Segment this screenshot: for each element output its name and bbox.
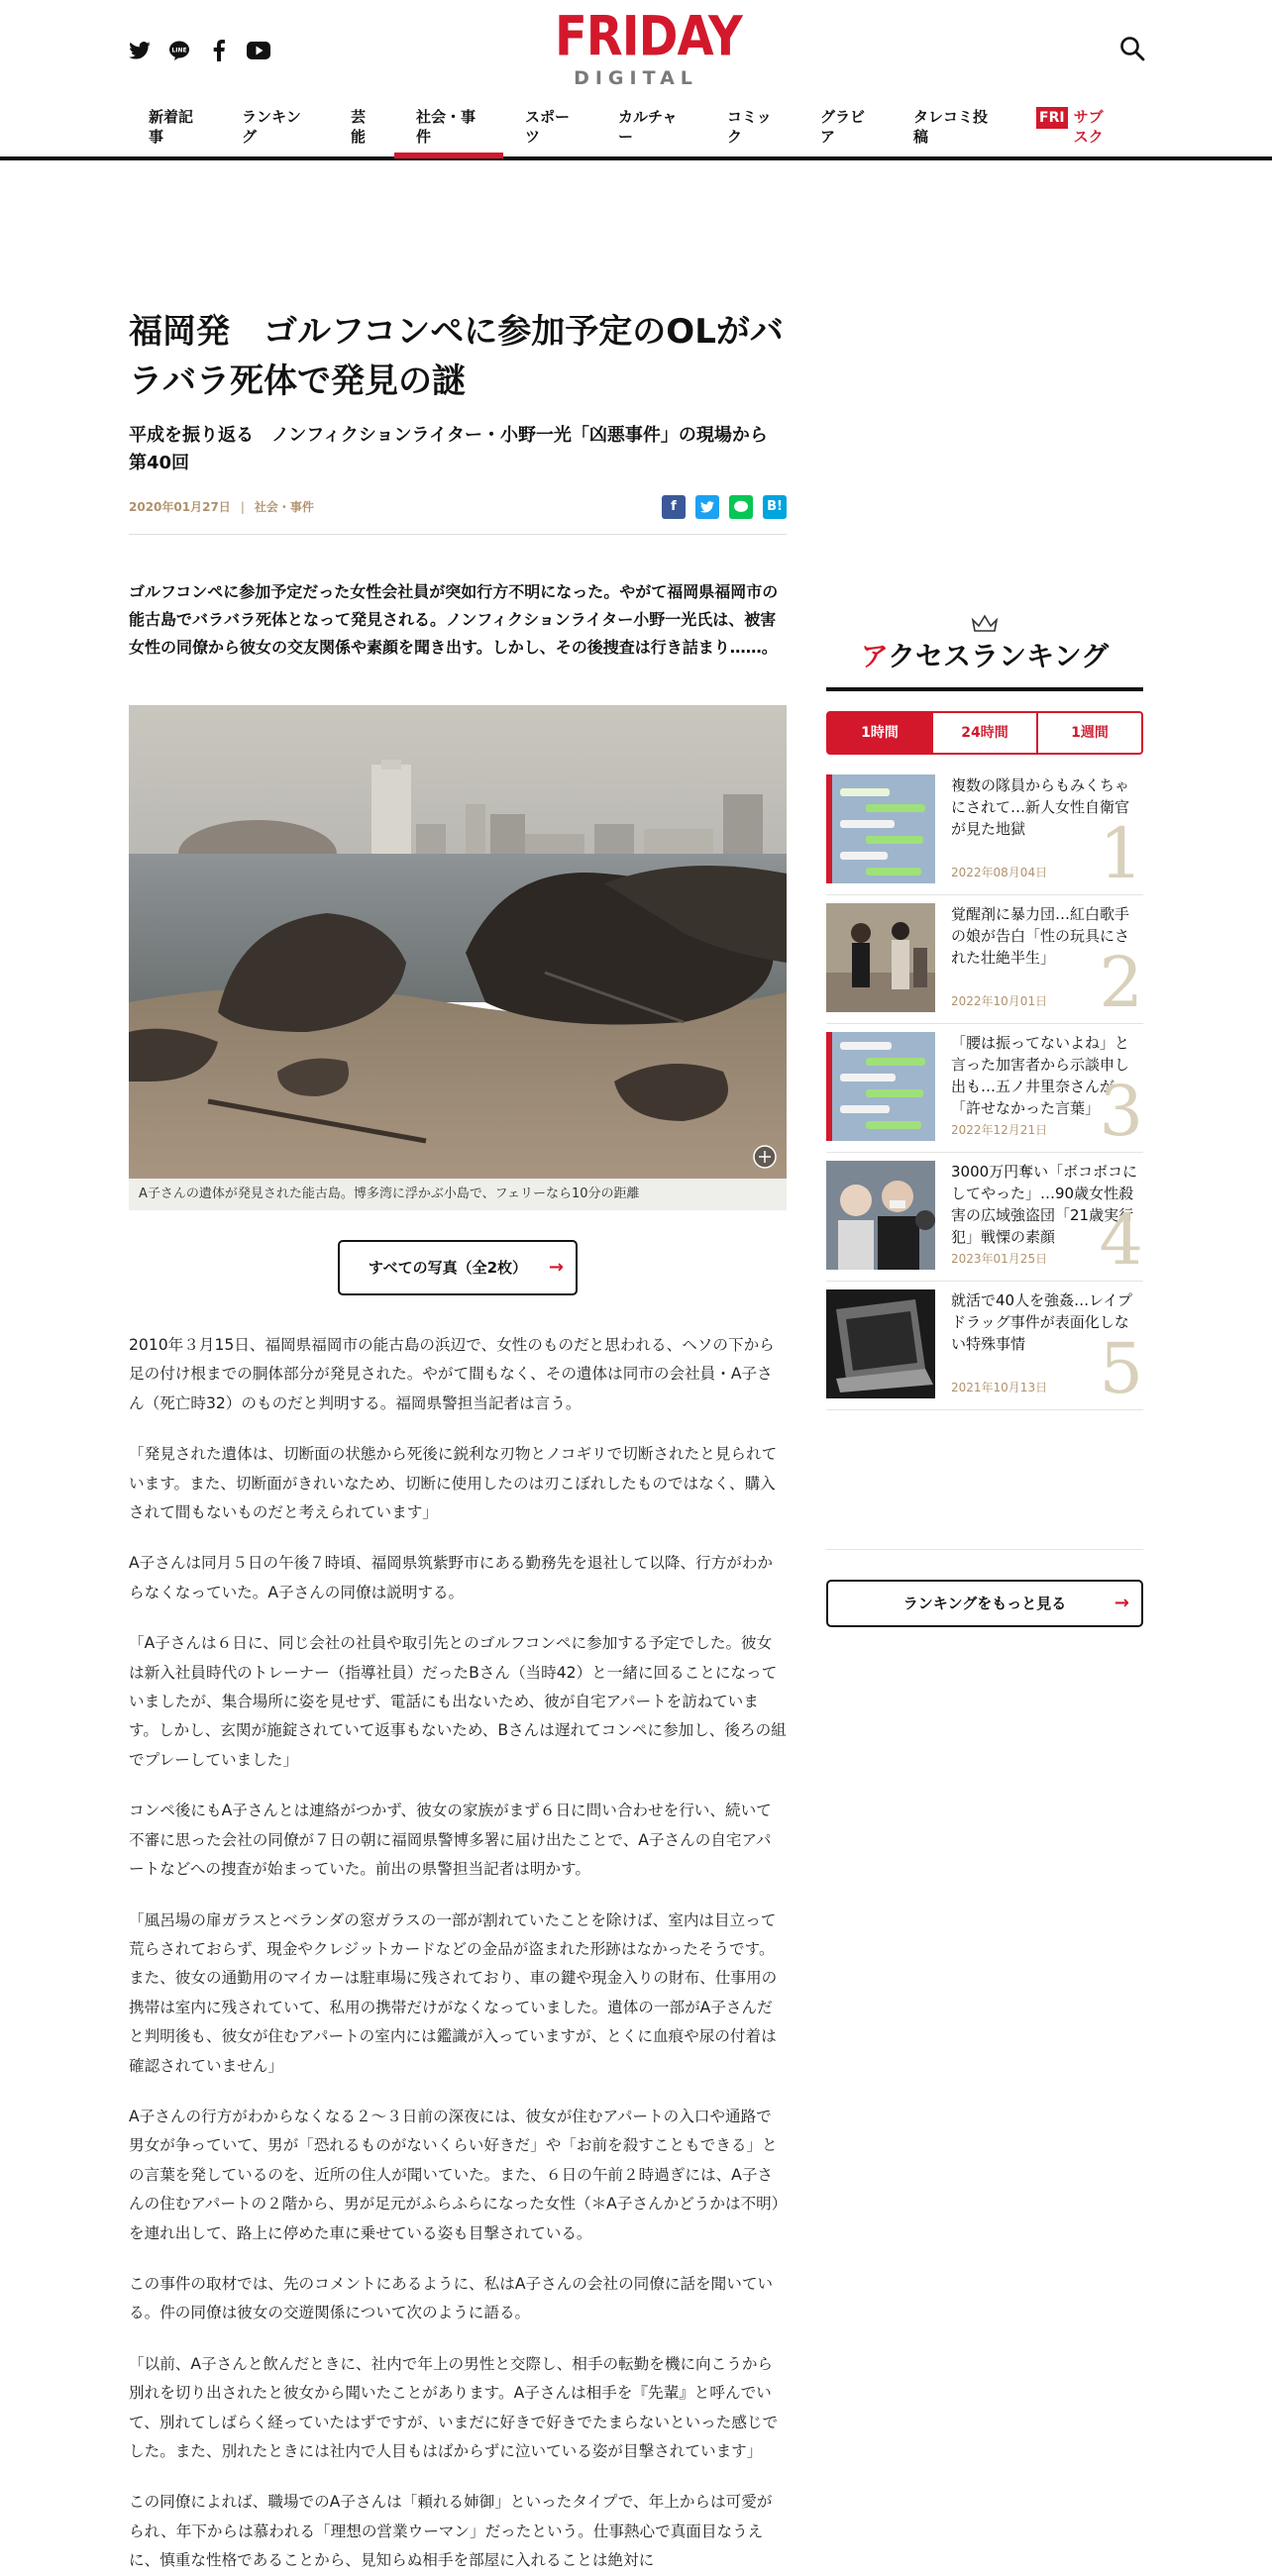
body-paragraph: 「A子さんは６日に、同じ会社の社員や取引先とのゴルフコンペに参加する予定でした。彼女は新入社員時代のトレーナー（指導社員）だったBさん（当時42）と一緒に回ることになっていましたが、集合場所に姿を見せず、電話にも出ないため、彼が自宅アパートを訪ねています。しかし、玄関が施錠されていて返事もないため、Bさんは遅れてコンペに参加し、後ろの組でプレーしていました」 — [129, 1634, 787, 1769]
line-icon[interactable] — [166, 38, 192, 63]
more-ranking-button[interactable] — [826, 1580, 1143, 1627]
ranking-headline[interactable]: 複数の隊員からもみくちゃにされて…新人女性自衛官が見た地獄 — [951, 776, 1130, 838]
nav-item-comic[interactable]: コミック — [727, 108, 772, 146]
body-paragraph: この事件の取材では、先のコメントにあるように、私はA子さんの会社の同僚に話を聞いている。件の同僚は彼女の交遊関係について次のように語る。 — [129, 2274, 774, 2322]
article — [129, 307, 787, 2576]
meta-separator: | — [240, 499, 245, 514]
ranking-headline[interactable]: 3000万円奪い「ボコボコにしてやった」…90歳女性殺害の広域強盗団「21歳実行犯」戦慄の素顔 — [951, 1163, 1138, 1246]
logo-digital: DIGITAL — [574, 67, 698, 89]
logo-friday: FRIDAY — [555, 4, 742, 69]
share-line-icon[interactable] — [729, 495, 753, 519]
subscribe-label: サブスク — [1073, 108, 1104, 146]
body-paragraph: 「風呂場の扉ガラスとベランダの窓ガラスの一部が割れていたことを除けば、室内は目立って荒らされておらず、現金やクレジットカードなどの金品が盗まれた形跡はなかったそうです。また、彼女の通勤用のマイカーは駐車場に残されており、車の鍵や現金入りの財布、仕事用の携帯は室内に残されていて、私用の携帯だけがなくなっていました。遺体の一部がA子さんだと判明後も、彼女が住むアパートの室内には鑑識が入っていますが、とくに血痕や尿の付着は確認されていません」 — [129, 1910, 778, 2075]
ranking-date: 2022年10月01日 — [951, 994, 1048, 1008]
body-paragraph: 「以前、A子さんと飲んだときに、社内で年上の男性と交際し、相手の転勤を機に向こうから別れを切り出されたと彼女から聞いたことがあります。A子さんは相手を『先輩』と呼んでいて、別れてしばらく経っていたはずですが、いまだに好きで好きでたまらないといった感じでした。また、別れたときには社内で人目もはばからずに泣いている姿が目撃されています」 — [129, 2354, 779, 2460]
ranking-tabs — [826, 711, 1143, 755]
ranking-headline[interactable]: 覚醒剤に暴力団…紅白歌手の娘が告白「性の玩具にされた壮絶半生」 — [951, 905, 1130, 967]
article-body — [129, 1331, 787, 2576]
article-photo[interactable] — [129, 705, 787, 1179]
ranking-date: 2023年01月25日 — [951, 1252, 1048, 1266]
nav-item-sports[interactable]: スポーツ — [525, 108, 571, 146]
tab-1hour[interactable]: 1時間 — [828, 713, 933, 753]
nav-item-ranking[interactable]: ランキング — [242, 108, 301, 146]
body-paragraph: 「発見された遺体は、切断面の状態から死後に鋭利な刃物とノコギリで切断されたと見られています。また、切断面がきれいなため、切断に使用したのは刃こぼれしたものではなく、購入されて間もないものだと考えられています」 — [129, 1445, 778, 1522]
nav-item-culture[interactable]: カルチャー — [618, 108, 678, 146]
ranking-thumbnail[interactable] — [826, 1161, 935, 1270]
article-title: 福岡発 ゴルフコンペに参加予定のOLがバラバラ死体で発見の謎 — [129, 312, 784, 401]
ranking-number: 4 — [1099, 1199, 1143, 1281]
ranking-number: 5 — [1099, 1328, 1143, 1409]
site-header — [0, 0, 1272, 160]
ranking-thumbnail[interactable] — [826, 1032, 935, 1141]
more-ranking-label: ランキングをもっと見る — [902, 1595, 1067, 1612]
ranking-headline[interactable]: 就活で40人を強姦…レイプドラッグ事件が表面化しない特殊事情 — [951, 1291, 1132, 1353]
nav-item-gravure[interactable]: グラビア — [820, 108, 866, 146]
youtube-icon[interactable] — [246, 38, 271, 63]
ranking-headline[interactable]: 「腰は振ってないよね」と言った加害者から示談申し出も…五ノ井里奈さんが「許せなかった言葉」 — [951, 1034, 1130, 1117]
site-logo[interactable] — [555, 4, 742, 89]
sidebar — [826, 614, 1143, 1627]
tab-1week[interactable]: 1週間 — [1071, 725, 1109, 741]
body-paragraph: コンペ後にもA子さんとは連絡がつかず、彼女の家族がまず６日に問い合わせを行い、続いて不審に思った会社の同僚が７日の朝に福岡県警博多署に届け出たことで、A子さんの自宅アパートなどへの捜査が始まっていた。前出の県警担当記者は明かす。 — [129, 1802, 772, 1879]
ranking-date: 2021年10月13日 — [951, 1381, 1048, 1394]
ranking-number: 3 — [1099, 1071, 1143, 1152]
nav-item-new[interactable]: 新着記事 — [149, 108, 194, 146]
ranking-number: 2 — [1099, 942, 1143, 1023]
sidebar-divider — [826, 1549, 1143, 1550]
ranking-item[interactable] — [826, 1024, 1143, 1153]
share-facebook-icon[interactable]: f — [662, 495, 686, 519]
arrow-right-icon: → — [548, 1257, 564, 1278]
ranking-list — [826, 767, 1143, 1410]
ranking-thumbnail[interactable] — [826, 1289, 935, 1398]
facebook-icon[interactable] — [206, 38, 232, 63]
body-paragraph: A子さんの行方がわからなくなる２～３日前の深夜には、彼女が住むアパートの入口や通路で男女が争っていて、男が「恐れるものがないくらい好きだ」や「お前を殺すこともできる」との言葉を発しているのを、近所の住人が聞いていた。また、６日の午前２時過ぎには、A子さんの住むアパートの２階から、男が足元がふらふらになった女性（＊A子さんかどうかは不明）を連れ出して、路上に停めた車に乗せている姿も目撃されている。 — [129, 2107, 780, 2242]
twitter-icon[interactable] — [127, 38, 153, 63]
ranking-number: 1 — [1099, 813, 1143, 894]
ranking-title — [826, 636, 1143, 691]
all-photos-button[interactable] — [338, 1240, 578, 1295]
body-paragraph: この同僚によれば、職場でのA子さんは「頼れる姉御」といったタイプで、年上からは可愛がられ、年下からは慕われる「理想の営業ウーマン」だったという。仕事熱心で真面目なうえに、慎重な性格であることから、見知らぬ相手を部屋に入れることは絶対に — [129, 2493, 773, 2570]
search-icon[interactable] — [1119, 36, 1147, 63]
nav-item-subscribe[interactable] — [1014, 105, 1133, 156]
nav-item-entertainment[interactable]: 芸能 — [351, 108, 367, 146]
ranking-date: 2022年08月04日 — [951, 866, 1048, 879]
share-buttons — [662, 495, 787, 519]
tab-24hours[interactable]: 24時間 — [933, 713, 1038, 753]
ranking-item[interactable] — [826, 767, 1143, 895]
ranking-date: 2022年12月21日 — [951, 1123, 1048, 1137]
article-lead: ゴルフコンペに参加予定だった女性会社員が突如行方不明になった。やがて福岡県福岡市の能古島でバラバラ死体となって発見される。ノンフィクションライター小野一光氏は、被害女性の同僚から彼女の交友関係や素顔を聞き出す。しかし、その後捜査は行き詰まり……。 — [129, 582, 779, 657]
arrow-right-icon: → — [1113, 1593, 1129, 1613]
ranking-item[interactable] — [826, 1153, 1143, 1282]
nav-item-tips[interactable]: タレコミ投稿 — [913, 108, 989, 146]
article-meta — [129, 495, 787, 535]
share-twitter-icon[interactable] — [695, 495, 719, 519]
nav-item-society[interactable]: 社会・事件 — [394, 105, 503, 156]
ranking-title-accent: ア — [860, 640, 888, 672]
ranking-item[interactable] — [826, 1282, 1143, 1410]
article-category[interactable]: 社会・事件 — [254, 500, 314, 514]
fri-badge: FRI — [1036, 107, 1068, 129]
body-paragraph: A子さんは同月５日の午後７時頃、福岡県筑紫野市にある勤務先を退社して以降、行方がわからなくなっていた。A子さんの同僚は説明する。 — [129, 1554, 774, 1601]
body-paragraph: 2010年３月15日、福岡県福岡市の能古島の浜辺で、女性のものだと思われる、ヘソの下から足の付け根までの胴体部分が発見された。やがて間もなく、その遺体は同市の会社員・A子さん（死亡時32）のものだと判明する。福岡県警担当記者は言う。 — [129, 1336, 775, 1412]
ranking-title-rest: クセスランキング — [888, 640, 1110, 672]
svg-text:LINE: LINE — [171, 47, 187, 54]
ranking-thumbnail[interactable] — [826, 774, 935, 883]
ranking-item[interactable] — [826, 895, 1143, 1024]
ranking-thumbnail[interactable] — [826, 903, 935, 1012]
photo-caption: A子さんの遺体が発見された能古島。博多湾に浮かぶ小島で、フェリーなら10分の距離 — [129, 1179, 787, 1210]
article-date: 2020年01月27日 — [129, 500, 231, 514]
crown-icon — [826, 614, 1143, 636]
share-hatena-icon[interactable]: B! — [763, 495, 787, 519]
main-nav — [127, 105, 1133, 156]
article-subtitle: 平成を振り返る ノンフィクションライター・小野一光「凶悪事件」の現場から 第40回 — [129, 425, 786, 473]
all-photos-label: すべての写真（全2枚） — [368, 1259, 528, 1277]
article-figure — [129, 705, 787, 1210]
social-links — [127, 38, 271, 63]
